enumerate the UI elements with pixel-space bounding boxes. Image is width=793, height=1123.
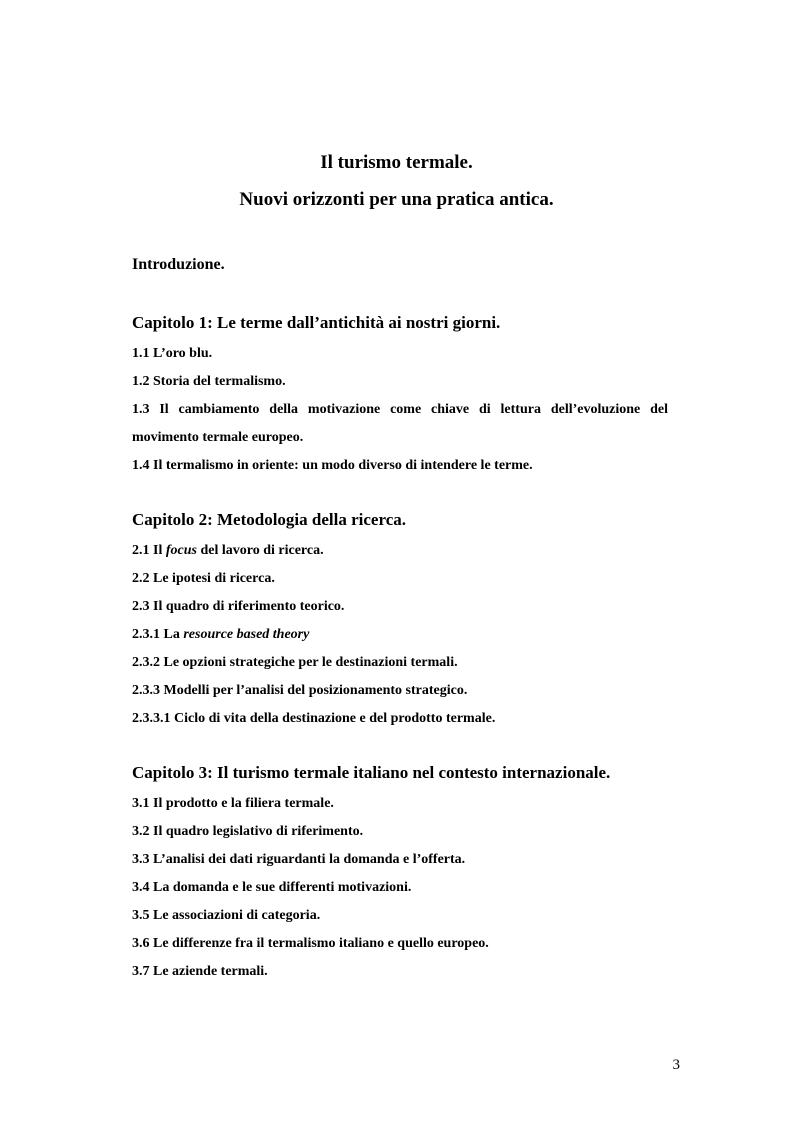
toc-entry bbox=[132, 452, 668, 480]
toc-entry-text: 2.2 Le ipotesi di ricerca. bbox=[132, 571, 275, 586]
toc-entry bbox=[132, 593, 668, 621]
toc-entry bbox=[132, 902, 668, 930]
toc-entry-text: 3.4 La domanda e le sue differenti motivazioni. bbox=[132, 880, 412, 895]
toc-entry-text: 2.3.1 La bbox=[132, 627, 184, 642]
document-subtitle: Nuovi orizzonti per una pratica antica. bbox=[239, 189, 554, 210]
toc-entry-text: 2.3.3.1 Ciclo di vita della destinazione e del prodotto termale. bbox=[132, 711, 496, 726]
toc-entry-text: 3.6 Le differenze fra il termalismo italiano e quello europeo. bbox=[132, 936, 489, 951]
toc-chapters bbox=[132, 312, 668, 986]
toc-entry bbox=[132, 621, 668, 649]
toc-chapter bbox=[132, 509, 668, 733]
toc-entry-text-end: del lavoro di ricerca. bbox=[196, 543, 324, 558]
toc-entry-text: 1.1 L’oro blu. bbox=[132, 346, 213, 361]
toc-entry bbox=[132, 340, 668, 368]
toc-chapter bbox=[132, 312, 668, 480]
toc-entry-text: 2.1 Il bbox=[132, 543, 166, 558]
chapter-title: Capitolo 2: Metodologia della ricerca. bbox=[132, 510, 406, 529]
toc-entry-text: 1.3 Il cambiamento della motivazione come chiave di lettura dell’evoluzione del movimento termale europeo. bbox=[132, 402, 668, 445]
toc-entry bbox=[132, 818, 668, 846]
toc-entry-text: 3.1 Il prodotto e la filiera termale. bbox=[132, 796, 334, 811]
toc-entry-text: 3.3 L’analisi dei dati riguardanti la domanda e l’offerta. bbox=[132, 852, 466, 867]
chapter-title: Capitolo 1: Le terme dall’antichità ai nostri giorni. bbox=[132, 313, 501, 332]
toc-entry-text: 3.5 Le associazioni di categoria. bbox=[132, 908, 321, 923]
toc-entry-text: 1.4 Il termalismo in oriente: un modo diverso di intendere le terme. bbox=[132, 458, 533, 473]
toc-entry bbox=[132, 396, 668, 452]
chapter-sections bbox=[132, 340, 668, 480]
toc-entry bbox=[132, 874, 668, 902]
toc-entry-text: 2.3.2 Le opzioni strategiche per le destinazioni termali. bbox=[132, 655, 458, 670]
toc-entry-text: 3.2 Il quadro legislativo di riferimento. bbox=[132, 824, 364, 839]
chapter-title: Capitolo 3: Il turismo termale italiano nel contesto internazionale. bbox=[132, 763, 611, 782]
toc-entry bbox=[132, 790, 668, 818]
toc-entry bbox=[132, 537, 668, 565]
chapter-sections bbox=[132, 537, 668, 733]
document-title: Il turismo termale. bbox=[320, 152, 473, 173]
toc-entry bbox=[132, 677, 668, 705]
chapter-sections bbox=[132, 790, 668, 986]
toc-introduction: Introduzione. bbox=[132, 256, 225, 273]
toc-entry-text: 2.3 Il quadro di riferimento teorico. bbox=[132, 599, 345, 614]
toc-entry bbox=[132, 565, 668, 593]
toc-entry bbox=[132, 958, 668, 986]
toc-entry bbox=[132, 930, 668, 958]
toc-entry-italic-text: resource based theory bbox=[183, 627, 310, 642]
toc-chapter bbox=[132, 762, 668, 986]
toc-entry-text: 2.3.3 Modelli per l’analisi del posizionamento strategico. bbox=[132, 683, 468, 698]
toc-entry bbox=[132, 649, 668, 677]
toc-entry-italic-text: focus bbox=[165, 543, 197, 558]
toc-entry bbox=[132, 846, 668, 874]
toc-entry bbox=[132, 368, 668, 396]
page-number: 3 bbox=[672, 1057, 680, 1073]
toc-entry bbox=[132, 705, 668, 733]
table-of-contents bbox=[132, 254, 668, 1015]
toc-entry-text: 3.7 Le aziende termali. bbox=[132, 964, 268, 979]
toc-entry-text: 1.2 Storia del termalismo. bbox=[132, 374, 286, 389]
